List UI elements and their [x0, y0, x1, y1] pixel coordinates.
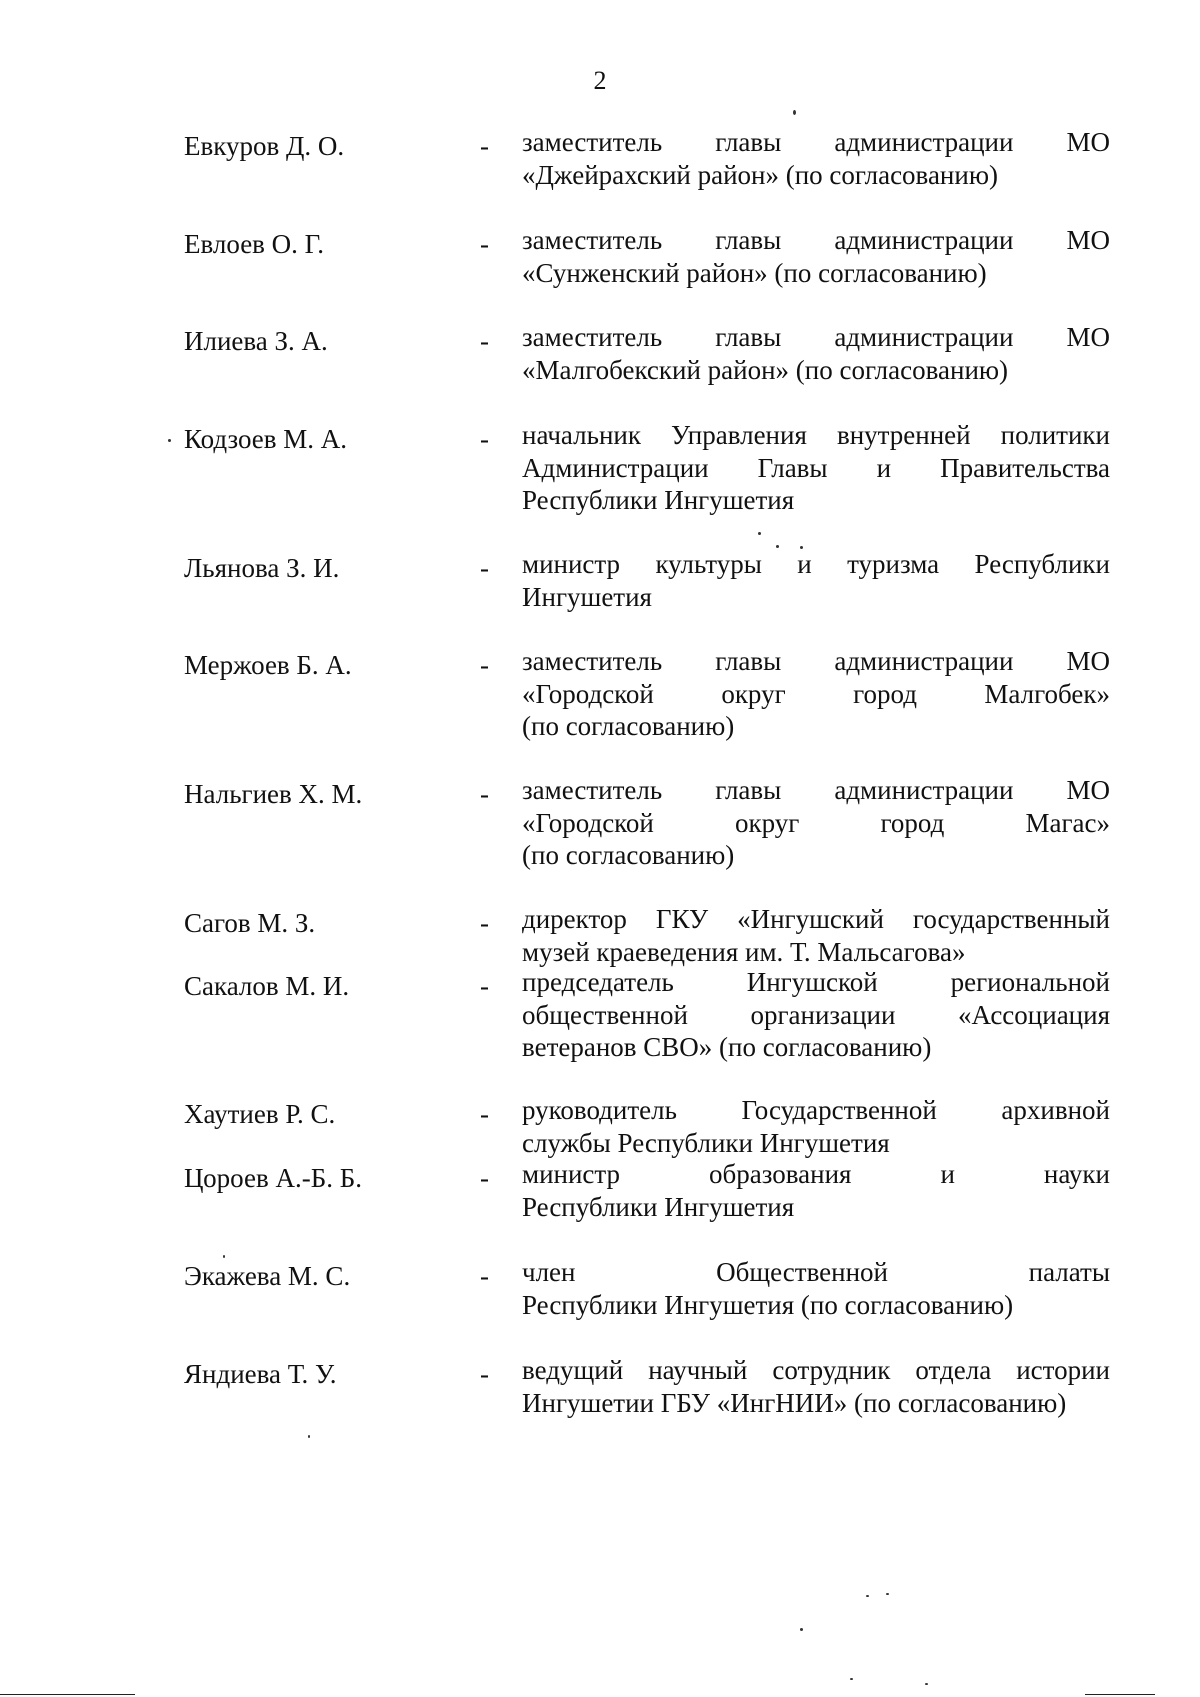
position-line: Республики Ингушетия: [522, 1191, 795, 1222]
position-line: «Городской округ город Малгобек»: [522, 678, 1110, 709]
member-name: Экажева М. С.: [184, 1261, 351, 1291]
member-name: Сагов М. З.: [184, 908, 316, 938]
scan-edge-line: [0, 1694, 135, 1695]
member-name: Цороев А.-Б. Б.: [184, 1163, 362, 1193]
dash-separator: -: [480, 908, 489, 938]
member-position: [522, 126, 1110, 191]
dash-separator: -: [480, 779, 489, 809]
position-line: заместитель главы администрации МО: [522, 646, 1110, 676]
member-name: Нальгиев Х. М.: [184, 779, 363, 809]
scan-speck: [168, 439, 171, 442]
scan-speck: [758, 532, 761, 535]
member-position: [522, 321, 1110, 386]
position-line: ведущий научный сотрудник отдела истории: [522, 1355, 1110, 1385]
position-line: «Городской округ город Магас»: [522, 807, 1110, 838]
position-line: Республики Ингушетия (по согласованию): [522, 1289, 1014, 1320]
member-position: [522, 224, 1110, 289]
member-name: Кодзоев М. А.: [184, 424, 348, 454]
page-number: 2: [593, 66, 607, 95]
dash-separator: -: [480, 1099, 489, 1129]
member-position: [522, 1158, 1110, 1223]
member-position: [522, 966, 1110, 1064]
position-line: министр культуры и туризма Республики: [522, 549, 1110, 579]
dash-separator: -: [480, 1359, 489, 1389]
dash-separator: -: [480, 553, 489, 583]
position-line: «Малгобекский район» (по согласованию): [522, 354, 1009, 385]
dash-separator: -: [480, 229, 489, 259]
position-line: Администрации Главы и Правительства: [522, 452, 1110, 483]
member-name: Яндиева Т. У.: [184, 1359, 337, 1389]
position-line: музей краеведения им. Т. Мальсагова»: [522, 936, 966, 967]
scan-speck: [776, 545, 779, 548]
position-line: Ингушетия: [522, 581, 652, 612]
dash-separator: -: [480, 650, 489, 680]
member-position: [522, 548, 1110, 613]
member-position: [522, 1256, 1110, 1321]
dash-separator: -: [480, 971, 489, 1001]
member-position: [522, 1354, 1110, 1419]
dash-separator: -: [480, 131, 489, 161]
position-line: заместитель главы администрации МО: [522, 127, 1110, 157]
position-line: (по согласованию): [522, 840, 735, 870]
member-name: Мержоев Б. А.: [184, 650, 352, 680]
member-name: Хаутиев Р. С.: [184, 1099, 336, 1129]
position-line: (по согласованию): [522, 711, 735, 741]
position-line: заместитель главы администрации МО: [522, 225, 1110, 255]
member-position: [522, 1094, 1110, 1159]
position-line: «Джейрахский район» (по согласованию): [522, 159, 998, 190]
scan-speck: [800, 546, 803, 549]
position-line: Республики Ингушетия: [522, 485, 795, 515]
position-line: начальник Управления внутренней политики: [522, 420, 1110, 450]
dash-separator: -: [480, 424, 489, 454]
dash-separator: -: [480, 1163, 489, 1193]
dash-separator: -: [480, 1261, 489, 1291]
scan-speck: [886, 1593, 889, 1595]
position-line: «Сунженский район» (по согласованию): [522, 257, 987, 288]
member-position: [522, 645, 1110, 743]
member-position: [522, 774, 1110, 872]
dash-separator: -: [480, 326, 489, 356]
position-line: член Общественной палаты: [522, 1257, 1110, 1287]
position-line: Ингушетии ГБУ «ИнгНИИ» (по согласованию): [522, 1387, 1067, 1418]
position-line: руководитель Государственной архивной: [522, 1095, 1110, 1125]
member-position: [522, 419, 1110, 517]
position-line: ветеранов СВО» (по согласованию): [522, 1032, 932, 1062]
position-line: председатель Ингушской региональной: [522, 967, 1110, 997]
member-name: Льянова З. И.: [184, 553, 340, 583]
position-line: министр образования и науки: [522, 1159, 1110, 1189]
member-position: [522, 903, 1110, 968]
position-line: заместитель главы администрации МО: [522, 322, 1110, 352]
scan-speck: [308, 1435, 310, 1438]
member-name: Илиева З. А.: [184, 326, 328, 356]
position-line: директор ГКУ «Ингушский государственный: [522, 904, 1110, 934]
member-name: Евлоев О. Г.: [184, 229, 324, 259]
position-line: службы Республики Ингушетия: [522, 1127, 890, 1158]
member-name: Сакалов М. И.: [184, 971, 350, 1001]
member-name: Евкуров Д. О.: [184, 131, 345, 161]
scan-edge-line: [1085, 1694, 1155, 1695]
scan-speck: [925, 1683, 928, 1685]
position-line: заместитель главы администрации МО: [522, 775, 1110, 805]
scan-speck: [850, 1678, 853, 1680]
scan-speck: [866, 1595, 869, 1597]
scan-speck: [793, 110, 796, 115]
scan-speck: [223, 1255, 225, 1258]
position-line: общественной организации «Ассоциация: [522, 999, 1110, 1030]
scan-speck: [800, 1628, 803, 1631]
